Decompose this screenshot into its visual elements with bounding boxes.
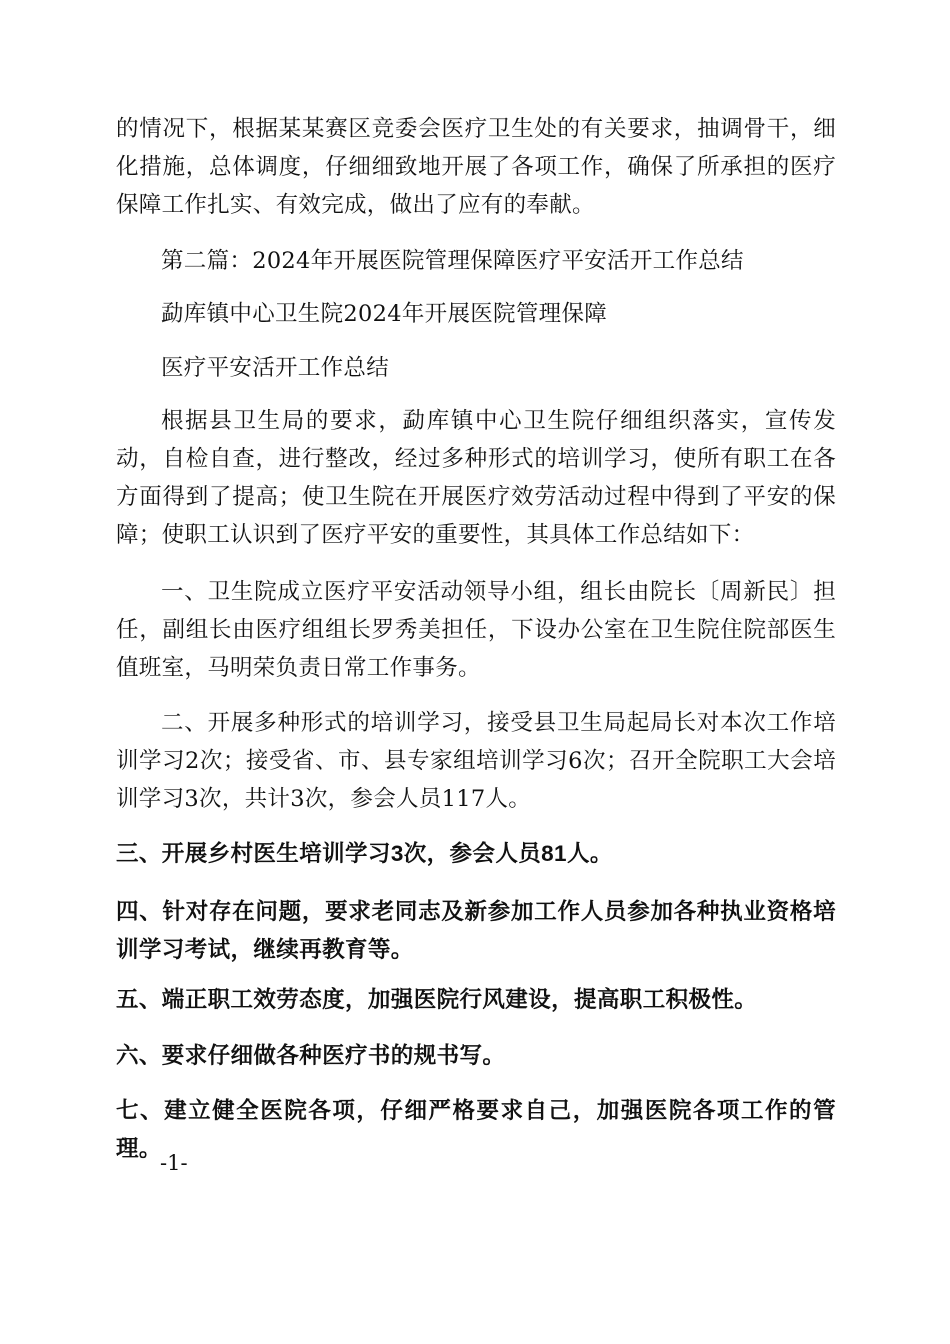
- item-5-paragraph: 五、端正职工效劳态度，加强医院行风建设，提高职工积极性。: [116, 987, 758, 1013]
- item-4-paragraph: 四、针对存在问题，要求老同志及新参加工作人员参加各种执业资格培训学习考试，继续再教育等。: [116, 899, 836, 963]
- subtitle-line-2: 医疗平安活开工作总结: [161, 355, 390, 381]
- continuation-paragraph: 的情况下，根据某某赛区竞委会医疗卫生处的有关要求，抽调骨干，细化措施，总体调度，仔细细致地开展了各项工作，确保了所承担的医疗保障工作扎实、有效完成，做出了应有的奉献。: [116, 116, 836, 218]
- item-1-paragraph: 一、卫生院成立医疗平安活动领导小组，组长由院长〔周新民〕担任，副组长由医疗组组长罗秀美担任，下设办公室在卫生院住院部医生值班室，马明荣负责日常工作事务。: [116, 579, 836, 681]
- section-title: 第二篇：2024年开展医院管理保障医疗平安活开工作总结: [161, 248, 744, 274]
- item-7-paragraph: 七、建立健全医院各项，仔细严格要求自己，加强医院各项工作的管理。: [116, 1098, 836, 1162]
- item-3-text-c: 人。: [566, 841, 613, 867]
- item-3-text-a: 三、开展乡村医生培训学习: [116, 841, 391, 867]
- item-6-paragraph: 六、要求仔细做各种医疗书的规书写。: [116, 1043, 506, 1069]
- subtitle-line-1: 勐库镇中心卫生院2024年开展医院管理保障: [161, 301, 608, 327]
- intro-paragraph: 根据县卫生局的要求，勐库镇中心卫生院仔细组织落实，宣传发动，自检自查，进行整改，经过多种形式的培训学习，使所有职工在各方面得到了提高；使卫生院在开展医疗效劳活动过程中得到了平安的保障；使职工认识到了医疗平安的重要性，其具体工作总结如下：: [116, 408, 836, 548]
- item-3-text-b: 次，参会人员: [403, 841, 542, 867]
- item-3-paragraph: [116, 835, 836, 873]
- item-3-number-sessions: 3: [390, 841, 404, 866]
- page-number: -1-: [160, 1151, 188, 1175]
- item-3-number-attendees: 81: [541, 841, 567, 866]
- item-2-paragraph: 二、开展多种形式的培训学习，接受县卫生局起局长对本次工作培训学习2次；接受省、市、县专家组培训学习6次；召开全院职工大会培训学习3次，共计3次，参会人员117人。: [116, 710, 836, 812]
